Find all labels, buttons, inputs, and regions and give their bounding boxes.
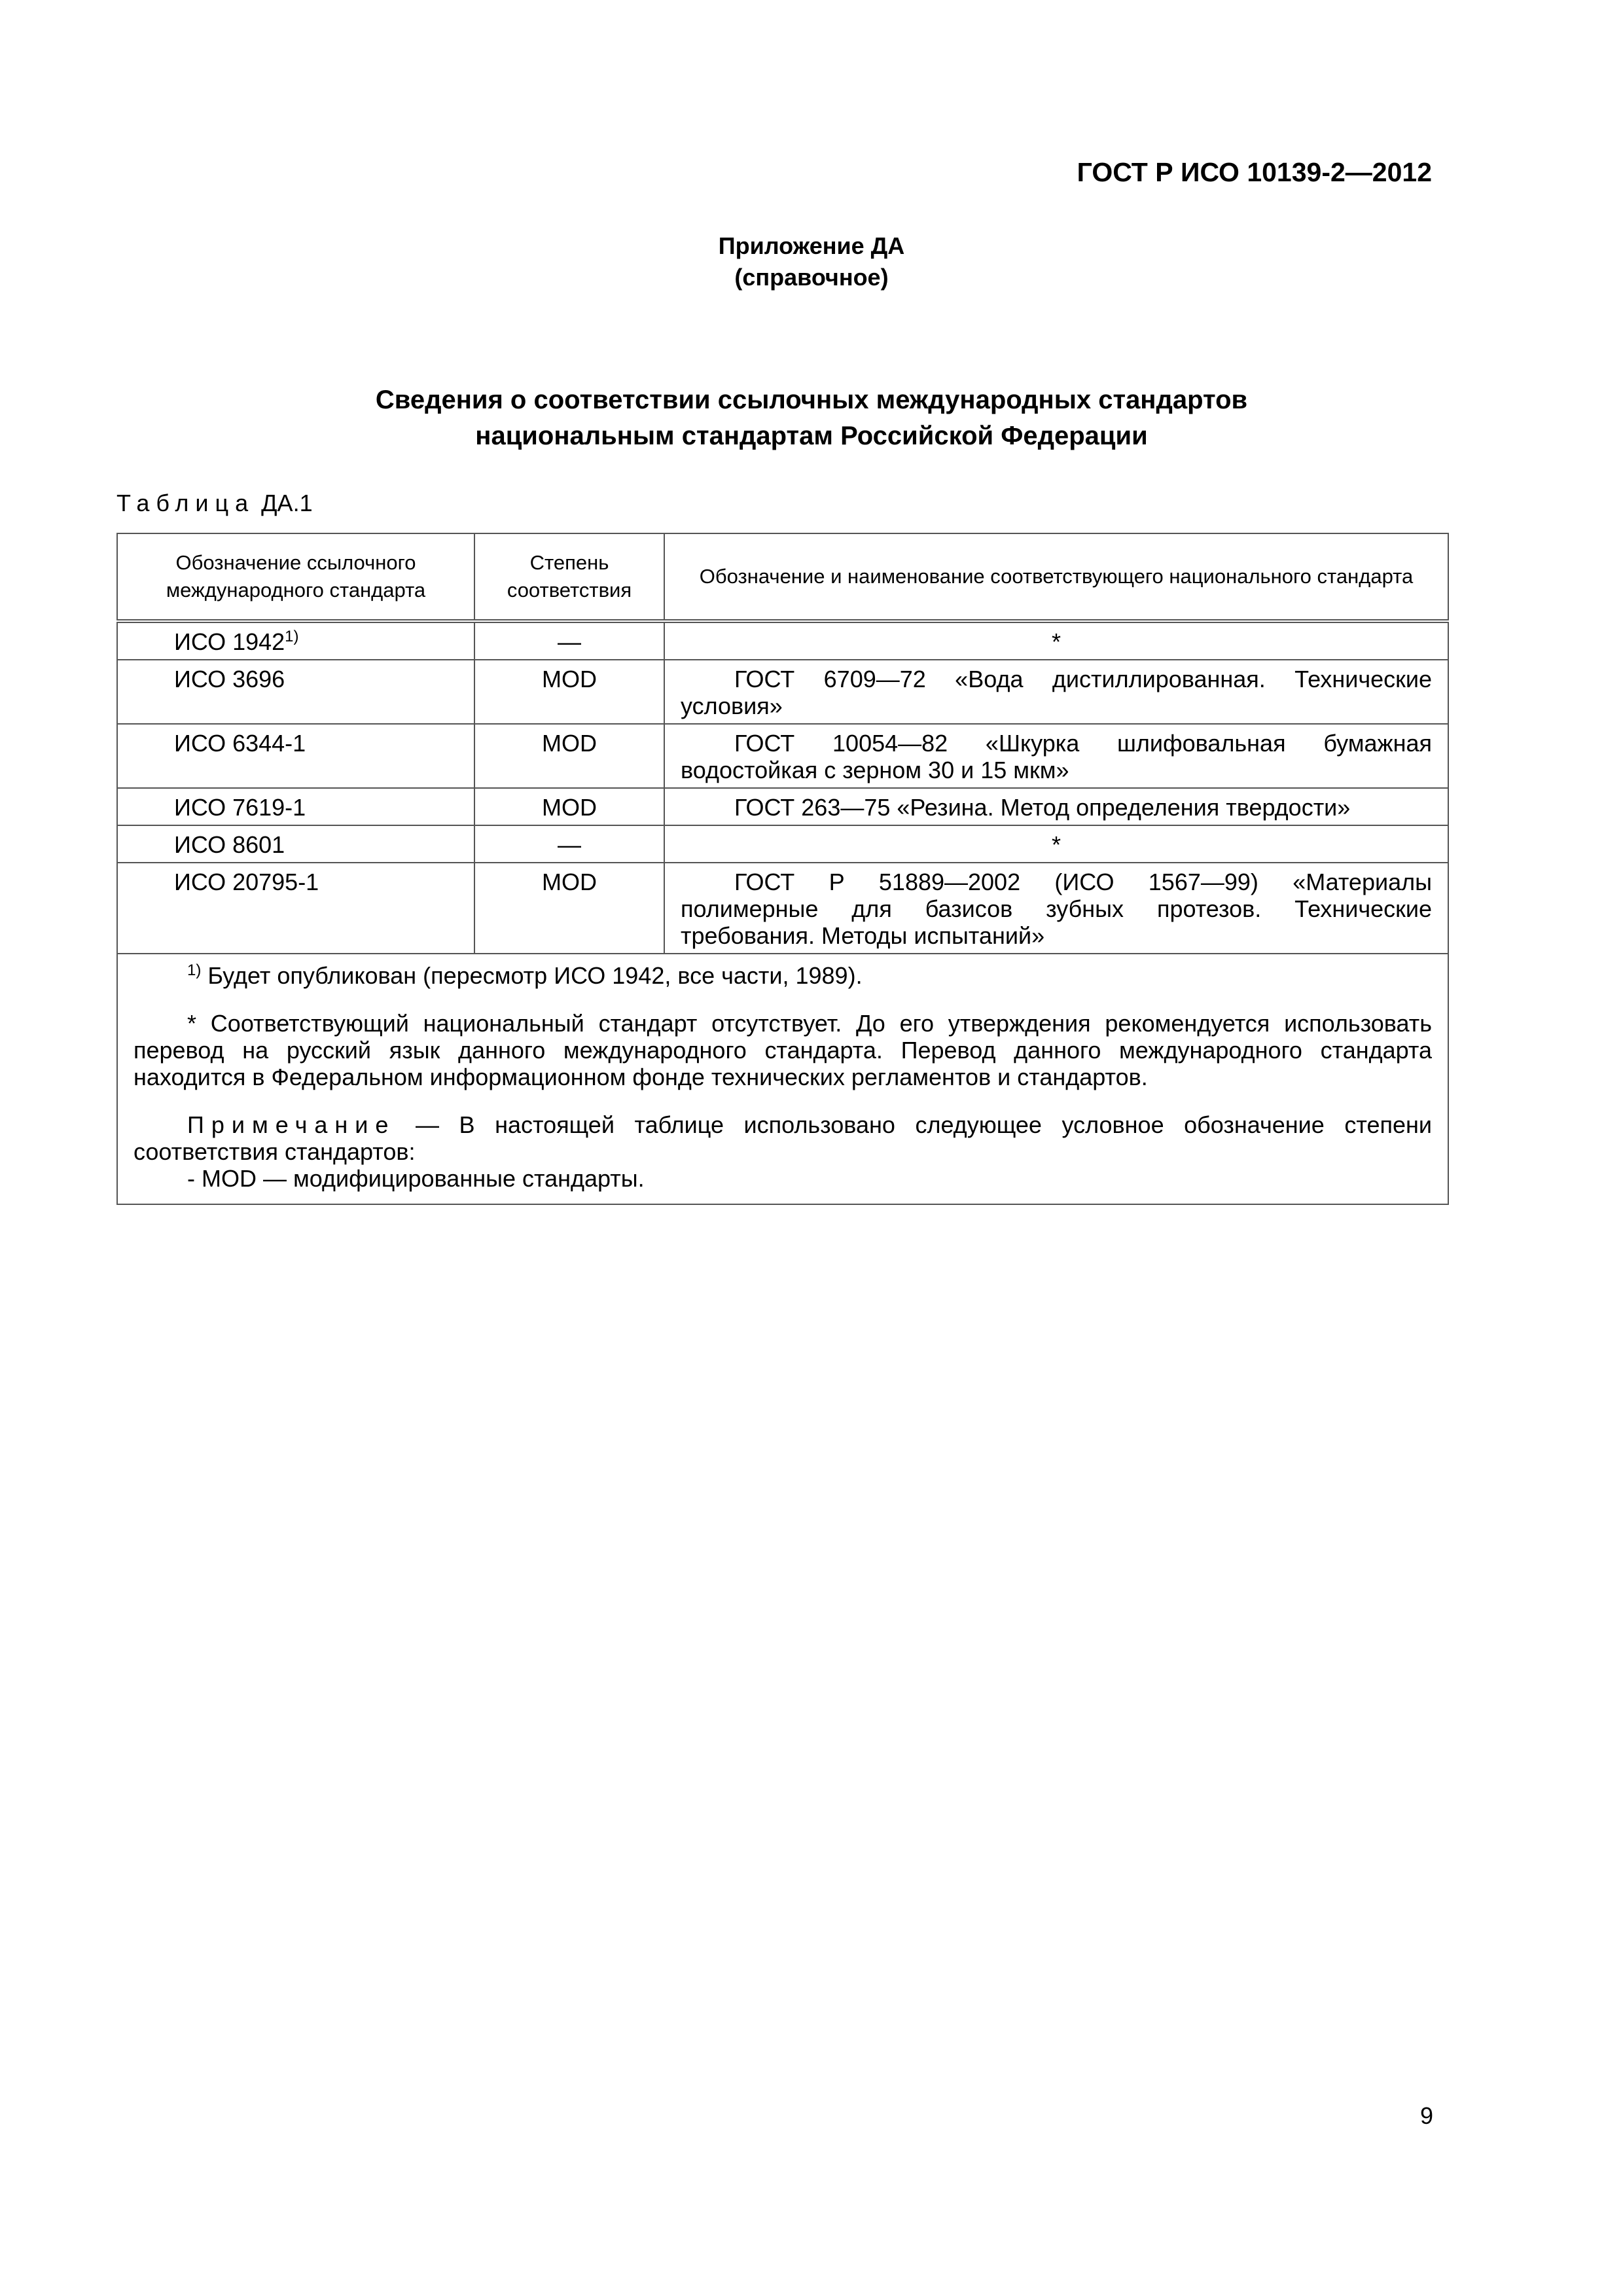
gost-cell — [664, 863, 1448, 954]
document-code-header: ГОСТ Р ИСО 10139-2—2012 — [1077, 157, 1432, 187]
asterisk-note — [134, 1010, 1432, 1090]
table-row — [117, 724, 1448, 788]
header-iso-designation: Обозначение ссылочного международного стандарта — [117, 533, 474, 621]
table-label-number: ДА.1 — [261, 490, 313, 516]
appendix-title: Приложение ДА — [718, 232, 905, 259]
footnote-mark: 1) — [187, 961, 202, 979]
gost-cell: * — [664, 621, 1448, 660]
iso-cell: ИСО 20795-1 — [117, 863, 474, 954]
iso-cell: ИСО 7619-1 — [117, 788, 474, 825]
degree-cell: MOD — [474, 660, 664, 724]
note — [134, 1111, 1432, 1165]
gost-cell — [664, 724, 1448, 788]
note-word: Примечание — [187, 1111, 396, 1138]
table-row — [117, 825, 1448, 863]
table-row — [117, 788, 1448, 825]
gost-cell — [664, 660, 1448, 724]
gost-cell: * — [664, 825, 1448, 863]
degree-cell: MOD — [474, 788, 664, 825]
gost-text: ГОСТ 6709—72 «Вода дистиллированная. Технические условия» — [681, 666, 1432, 719]
table-label — [116, 490, 313, 517]
note-item — [134, 1165, 1432, 1192]
table-header-row — [117, 533, 1448, 621]
footnote-text: Будет опубликован (пересмотр ИСО 1942, все части, 1989). — [207, 962, 863, 989]
appendix-heading — [0, 230, 1623, 293]
table-notes-row — [117, 954, 1448, 1204]
header-gost-designation: Обозначение и наименование соответствующего национального стандарта — [664, 533, 1448, 621]
iso-cell: ИСО 8601 — [117, 825, 474, 863]
table-notes — [117, 954, 1448, 1204]
header-degree: Степень соответствия — [474, 533, 664, 621]
section-title — [0, 382, 1623, 454]
standards-correspondence-table — [116, 533, 1449, 1205]
gost-cell — [664, 788, 1448, 825]
note-item-text: - MOD — модифицированные стандарты. — [187, 1165, 645, 1192]
degree-cell: MOD — [474, 724, 664, 788]
section-title-line-1: Сведения о соответствии ссылочных международных стандартов — [375, 386, 1248, 414]
appendix-subtitle: (справочное) — [734, 264, 889, 291]
degree-cell: — — [474, 825, 664, 863]
asterisk-note-text: * Соответствующий национальный стандарт отсутствует. До его утверждения рекомендуется использовать перевод на русский язык данного международного стандарта. Перевод данного международного стандарта находится в Федеральном информационном фонде технических регламентов и стандартов. — [134, 1010, 1432, 1090]
iso-cell: ИСО 3696 — [117, 660, 474, 724]
degree-cell: MOD — [474, 863, 664, 954]
table-row — [117, 863, 1448, 954]
footnote — [134, 962, 1432, 989]
table-label-word: Таблица — [116, 490, 255, 516]
footnote-ref: 1) — [285, 628, 299, 645]
iso-cell: ИСО 6344-1 — [117, 724, 474, 788]
note-text: — В настоящей таблице использовано следующее условное обозначение степени соответствия стандартов: — [134, 1111, 1432, 1165]
gost-text: ГОСТ Р 51889—2002 (ИСО 1567—99) «Материалы полимерные для базисов зубных протезов. Технические требования. Методы испытаний» — [681, 869, 1432, 949]
gost-text: ГОСТ 263—75 «Резина. Метод определения твердости» — [734, 794, 1351, 821]
section-title-line-2: национальным стандартам Российской Федерации — [475, 422, 1148, 450]
table-row — [117, 660, 1448, 724]
page-number: 9 — [1419, 2102, 1433, 2129]
gost-text: ГОСТ 10054—82 «Шкурка шлифовальная бумажная водостойкая с зерном 30 и 15 мкм» — [681, 730, 1432, 783]
iso-cell — [117, 621, 474, 660]
table-row — [117, 621, 1448, 660]
degree-cell: — — [474, 621, 664, 660]
iso-designation: ИСО 1942 — [174, 628, 285, 655]
